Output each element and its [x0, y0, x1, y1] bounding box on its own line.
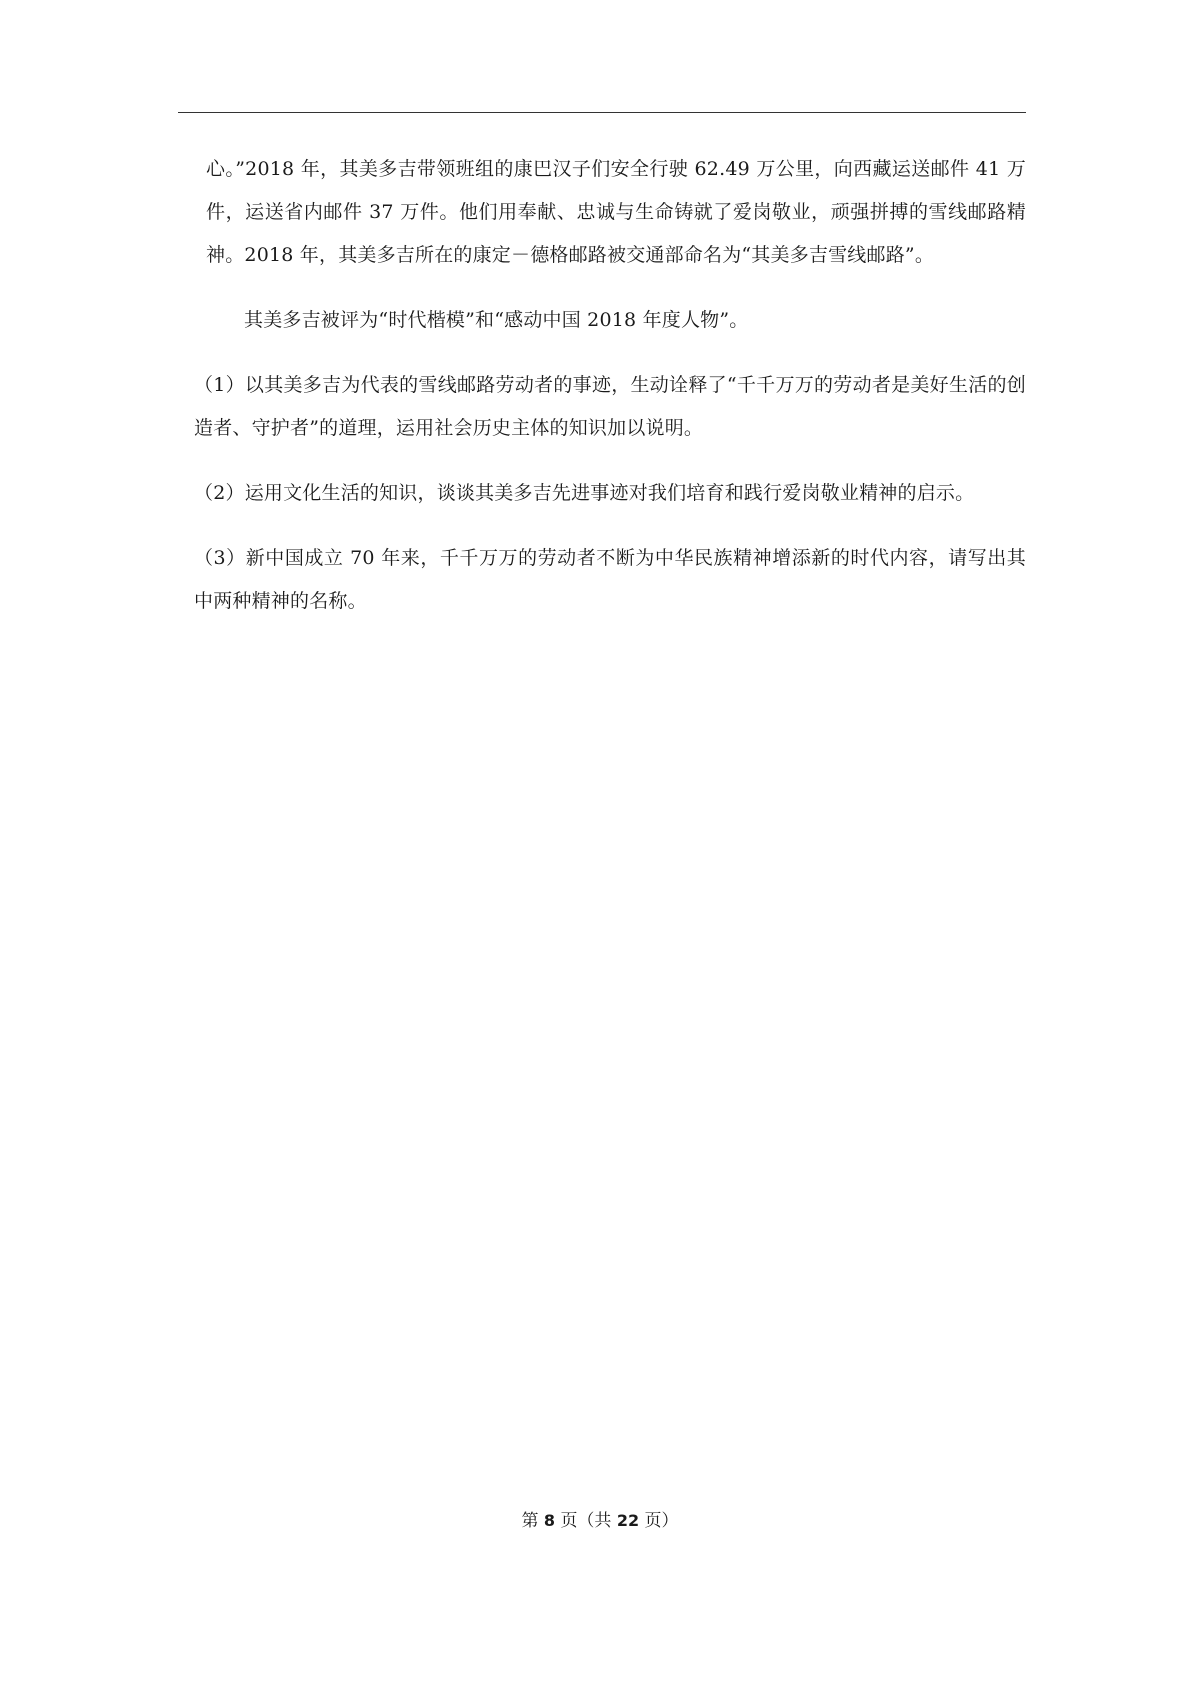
question-item: （2）运用文化生活的知识，谈谈其美多吉先进事迹对我们培育和践行爱岗敬业精神的启示。 — [194, 482, 975, 504]
question-item: （3）新中国成立 70 年来，千千万万的劳动者不断为中华民族精神增添新的时代内容，请写出其中两种精神的名称。 — [194, 547, 1026, 612]
current-page-number: 8 — [543, 1511, 556, 1530]
question-item: （1）以其美多吉为代表的雪线邮路劳动者的事迹，生动诠释了“千千万万的劳动者是美好生活的创造者、守护者”的道理，运用社会历史主体的知识加以说明。 — [194, 374, 1026, 439]
body-paragraph: 其美多吉被评为“时代楷模”和“感动中国 2018 年度人物”。 — [244, 309, 749, 331]
header-rule — [178, 112, 1026, 113]
footer-suffix: 页） — [644, 1511, 679, 1531]
body-paragraph: 心。”2018 年，其美多吉带领班组的康巴汉子们安全行驶 62.49 万公里，向西藏运送邮件 41 万件，运送省内邮件 37 万件。他们用奉献、忠诚与生命铸就了爱岗敬业，顽强拼搏的雪线邮路精神。2018 年，其美多吉所在的康定－德格邮路被交通部命名为“其美多吉雪线邮路”。 — [206, 158, 1026, 266]
total-page-number: 22 — [616, 1511, 640, 1530]
footer-prefix: 第 — [521, 1511, 539, 1531]
page-footer — [0, 1509, 1200, 1533]
page-content — [194, 148, 1026, 645]
footer-middle: 页（共 — [560, 1511, 612, 1531]
